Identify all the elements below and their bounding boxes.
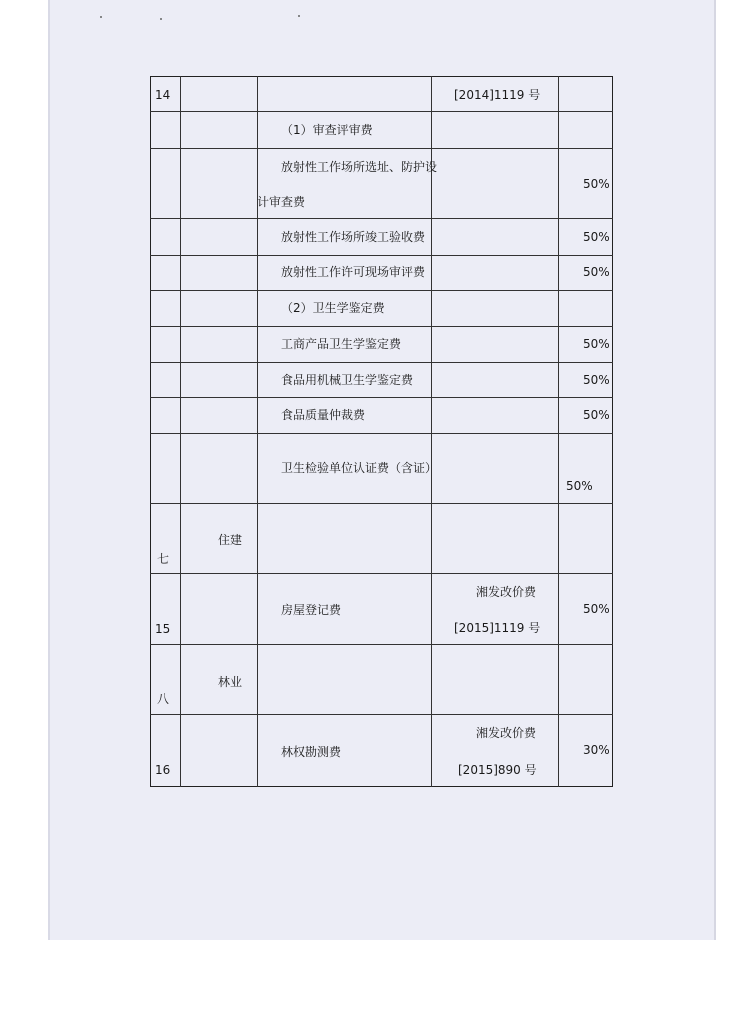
row-divider (150, 573, 613, 574)
document-number: [2014]1119 号 (454, 88, 541, 102)
row-number: 14 (155, 88, 171, 102)
fee-item: 放射性工作场所竣工验收费 (281, 230, 426, 244)
reduction-ratio: 50% (583, 230, 610, 244)
document-number: [2015]1119 号 (454, 621, 541, 635)
document-issuer: 湘发改价费 (476, 726, 537, 740)
row-divider (150, 148, 613, 149)
document-issuer: 湘发改价费 (476, 585, 537, 599)
row-divider (150, 111, 613, 112)
row-divider (150, 397, 613, 398)
fee-item: 食品用机械卫生学鉴定费 (281, 373, 414, 387)
fee-item: 放射性工作许可现场审评费 (281, 265, 426, 279)
fee-item: 工商产品卫生学鉴定费 (281, 337, 402, 351)
row-number: 16 (155, 763, 171, 777)
row-divider (150, 255, 613, 256)
document-number: [2015]890 号 (458, 763, 537, 777)
section-category: 住建 (218, 533, 243, 547)
row-divider (150, 433, 613, 434)
row-divider (150, 503, 613, 504)
reduction-ratio: 50% (583, 177, 610, 191)
fee-item: 放射性工作场所选址、防护设 (281, 160, 438, 174)
fee-item-continued: 计审查费 (257, 195, 306, 209)
section-category: 林业 (218, 675, 243, 689)
row-divider (150, 326, 613, 327)
fee-item: 卫生检验单位认证费（含证） (281, 461, 438, 475)
column-divider (431, 76, 432, 787)
page-edge-right (714, 0, 716, 940)
scan-speck (100, 16, 102, 18)
fee-item: 食品质量仲裁费 (281, 408, 366, 422)
row-divider (150, 290, 613, 291)
row-divider (150, 714, 613, 715)
scan-speck (160, 18, 162, 20)
row-number: 15 (155, 622, 171, 636)
reduction-ratio: 50% (583, 337, 610, 351)
reduction-ratio: 50% (583, 602, 610, 616)
row-divider (150, 362, 613, 363)
page-edge-left (48, 0, 50, 940)
scan-speck (298, 15, 300, 17)
row-divider (150, 218, 613, 219)
reduction-ratio: 50% (583, 265, 610, 279)
fee-item: 林权勘测费 (281, 745, 342, 759)
fee-item: 房屋登记费 (281, 603, 342, 617)
section-number: 七 (157, 552, 170, 566)
fee-item: （2）卫生学鉴定费 (281, 301, 385, 315)
row-divider (150, 644, 613, 645)
reduction-ratio: 50% (583, 408, 610, 422)
fee-item: （1）审查评审费 (281, 123, 373, 137)
column-divider (558, 76, 559, 787)
column-divider (257, 76, 258, 787)
reduction-ratio: 50% (566, 479, 593, 493)
column-divider (180, 76, 181, 787)
reduction-ratio: 50% (583, 373, 610, 387)
reduction-ratio: 30% (583, 743, 610, 757)
section-number: 八 (157, 692, 170, 706)
